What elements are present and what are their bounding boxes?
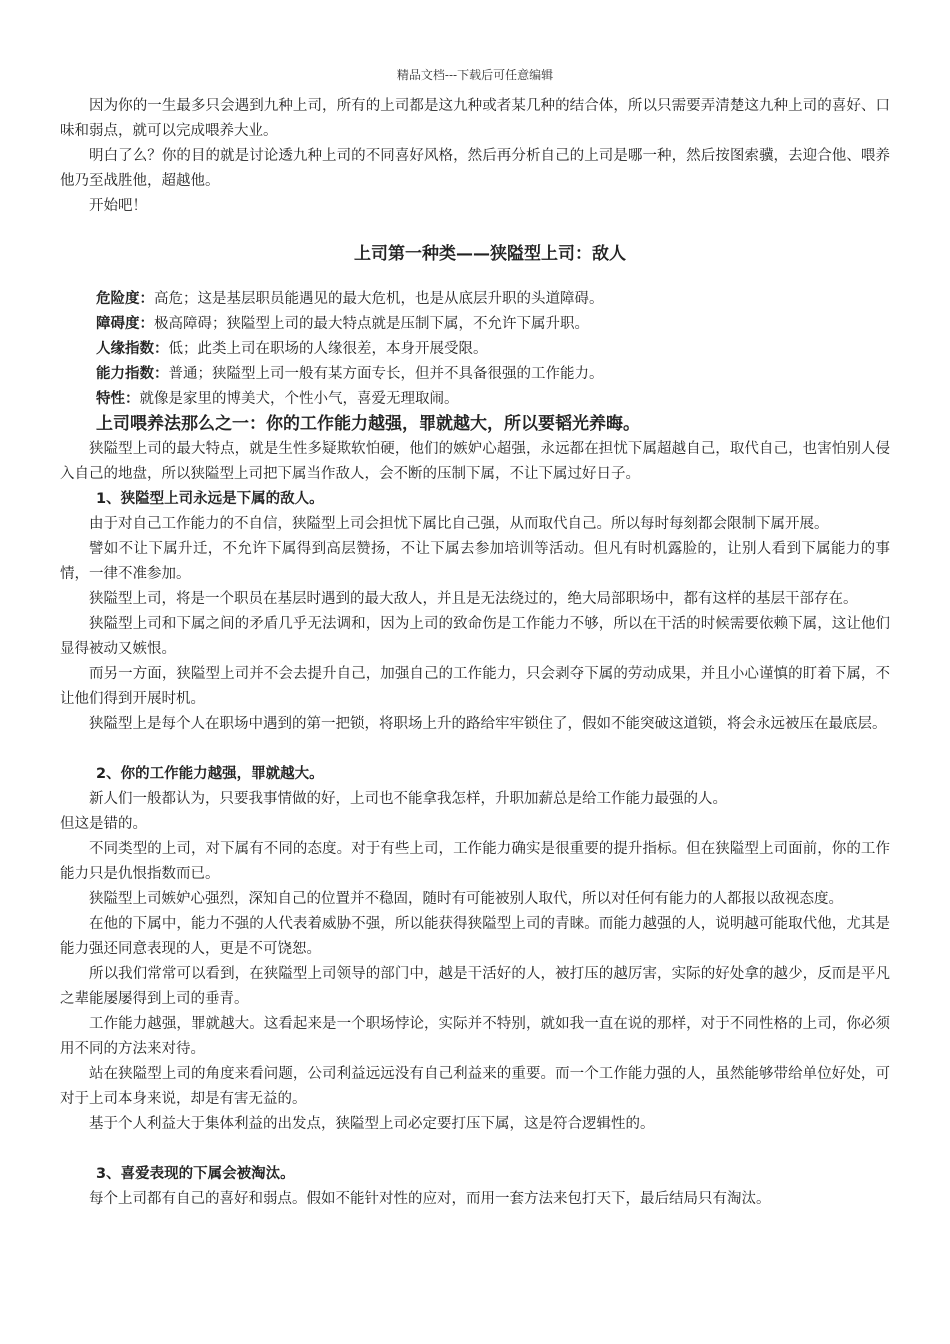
subsection-heading-2: 2、你的工作能力越强，罪就越大。 xyxy=(96,766,324,782)
body-paragraph: 每个上司都有自己的喜好和弱点。假如不能针对性的应对，而用一套方法来包打天下，最后结局只有淘汰。 xyxy=(89,1191,771,1207)
metric-label: 特性： xyxy=(96,391,140,407)
subsection-heading-3: 3、喜爱表现的下属会被淘汰。 xyxy=(96,1166,295,1182)
body-paragraph: 而另一方面，狭隘型上司并不会去提升自己，加强自己的工作能力，只会剥夺下属的劳动成果，并且小心谨慎的盯着下属，不让他们得到开展时机。 xyxy=(60,666,890,707)
metric-text: 低；此类上司在职场的人缘很差，本身开展受限。 xyxy=(168,341,488,357)
body-paragraph: 狭隘型上司嫉妒心强烈，深知自己的位置并不稳固，随时有可能被别人取代，所以对任何有能力的人都报以敌视态度。 xyxy=(89,891,843,907)
metric-danger xyxy=(60,287,890,312)
document-body xyxy=(60,94,890,1212)
body-paragraph: 新人们一般都认为，只要我事情做的好，上司也不能拿我怎样，升职加薪总是给工作能力最强的人。 xyxy=(89,791,727,807)
metric-label: 危险度： xyxy=(96,291,154,307)
intro-paragraph: 因为你的一生最多只会遇到九种上司，所有的上司都是这九种或者某几种的结合体，所以只需要弄清楚这九种上司的喜好、口味和弱点，就可以完成喂养大业。 xyxy=(60,98,890,139)
metric-text: 就像是家里的博美犬，个性小气，喜爱无理取闹。 xyxy=(139,391,459,407)
page-header: 精品文档---下载后可任意编辑 xyxy=(396,68,554,82)
section-gap xyxy=(60,737,890,762)
body-paragraph: 不同类型的上司，对下属有不同的态度。对于有些上司，工作能力确实是很重要的提升指标。但在狭隘型上司面前，你的工作能力只是仇恨指数而已。 xyxy=(60,841,890,882)
body-paragraph: 工作能力越强，罪就越大。这看起来是一个职场悖论，实际并不特别，就如我一直在说的那样，对于不同性格的上司，你必须用不同的方法来对待。 xyxy=(60,1016,890,1057)
subsection-heading-1: 1、狭隘型上司永远是下属的敌人。 xyxy=(96,491,324,507)
metric-label: 障碍度： xyxy=(96,316,154,332)
body-paragraph: 所以我们常常可以看到，在狭隘型上司领导的部门中，越是干活好的人，被打压的越厉害，实际的好处拿的越少，反而是平凡之辈能屡屡得到上司的垂青。 xyxy=(60,966,890,1007)
body-paragraph: 基于个人利益大于集体利益的出发点，狭隘型上司必定要打压下属，这是符合逻辑性的。 xyxy=(89,1116,655,1132)
body-paragraph: 但这是错的。 xyxy=(60,816,147,832)
method-heading: 上司喂养法那么之一：你的工作能力越强，罪就越大，所以要韬光养晦。 xyxy=(96,414,640,434)
intro-paragraph: 开始吧！ xyxy=(89,198,147,214)
section-title: 上司第一种类——狭隘型上司：敌人 xyxy=(354,244,626,264)
body-paragraph: 在他的下属中，能力不强的人代表着威胁不强，所以能获得狭隘型上司的青睐。而能力越强的人，说明越可能取代他，尤其是能力强还同意表现的人，更是不可饶恕。 xyxy=(60,916,890,957)
metric-ability xyxy=(60,362,890,387)
section-gap xyxy=(60,1137,890,1162)
metric-trait xyxy=(60,387,890,412)
body-paragraph: 站在狭隘型上司的角度来看问题，公司利益远远没有自己利益来的重要。而一个工作能力强的人，虽然能够带给单位好处，可对于上司本身来说，却是有害无益的。 xyxy=(60,1066,890,1107)
metric-obstacle xyxy=(60,312,890,337)
metric-text: 高危；这是基层职员能遇见的最大危机，也是从底层升职的头道障碍。 xyxy=(154,291,604,307)
metric-popularity xyxy=(60,337,890,362)
metric-text: 普通；狭隘型上司一般有某方面专长，但并不具备很强的工作能力。 xyxy=(168,366,604,382)
metric-label: 能力指数： xyxy=(96,366,169,382)
body-paragraph: 由于对自己工作能力的不自信，狭隘型上司会担忧下属比自己强，从而取代自己。所以每时每刻都会限制下属开展。 xyxy=(89,516,829,532)
intro-paragraph: 明白了么？你的目的就是讨论透九种上司的不同喜好风格，然后再分析自己的上司是哪一种，然后按图索骥，去迎合他、喂养他乃至战胜他，超越他。 xyxy=(60,148,890,189)
metric-label: 人缘指数： xyxy=(96,341,169,357)
body-paragraph: 狭隘型上司，将是一个职员在基层时遇到的最大敌人，并且是无法绕过的，绝大局部职场中，都有这样的基层干部存在。 xyxy=(89,591,858,607)
body-paragraph: 狭隘型上司和下属之间的矛盾几乎无法调和，因为上司的致命伤是工作能力不够，所以在干活的时候需要依赖下属，这让他们显得被动又嫉恨。 xyxy=(60,616,890,657)
body-paragraph: 狭隘型上是每个人在职场中遇到的第一把锁，将职场上升的路给牢牢锁住了，假如不能突破这道锁，将会永远被压在最底层。 xyxy=(89,716,887,732)
method-intro: 狭隘型上司的最大特点，就是生性多疑欺软怕硬，他们的嫉妒心超强，永远都在担忧下属超越自己，取代自己，也害怕别人侵入自己的地盘，所以狭隘型上司把下属当作敌人，会不断的压制下属，不让下属过好日子。 xyxy=(60,441,890,482)
metric-text: 极高障碍；狭隘型上司的最大特点就是压制下属，不允许下属升职。 xyxy=(154,316,589,332)
body-paragraph: 譬如不让下属升迁，不允许下属得到高层赞扬，不让下属去参加培训等活动。但凡有时机露脸的，让别人看到下属能力的事情，一律不准参加。 xyxy=(60,541,890,582)
